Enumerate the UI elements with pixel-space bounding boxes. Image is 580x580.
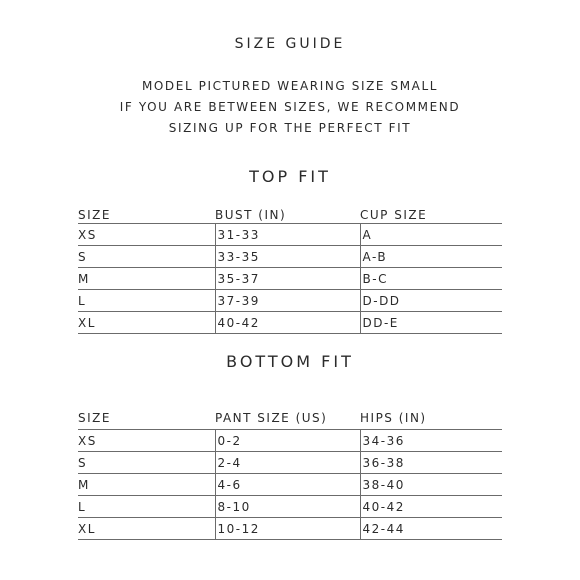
cup-size-cell: D-DD [360, 290, 502, 312]
table-row [78, 268, 502, 290]
hips-cell: 34-36 [360, 430, 502, 452]
hips-cell: 42-44 [360, 518, 502, 540]
hips-cell: 40-42 [360, 496, 502, 518]
table-row [78, 496, 502, 518]
table-row [78, 312, 502, 334]
pant-size-cell: 0-2 [215, 430, 360, 452]
bust-cell: 33-35 [215, 246, 360, 268]
cup-size-cell: DD-E [360, 312, 502, 334]
bust-cell: 31-33 [215, 224, 360, 246]
size-cell: XL [78, 312, 215, 334]
cup-size-cell: A [360, 224, 502, 246]
bust-cell: 37-39 [215, 290, 360, 312]
hips-cell: 38-40 [360, 474, 502, 496]
size-cell: XS [78, 430, 215, 452]
column-header-pant-size: PANT SIZE (US) [215, 388, 360, 430]
size-cell: M [78, 268, 215, 290]
top-fit-title: TOP FIT [249, 167, 331, 186]
column-header-cup-size: CUP SIZE [360, 204, 502, 224]
table-row [78, 246, 502, 268]
pant-size-cell: 2-4 [215, 452, 360, 474]
table-row [78, 224, 502, 246]
size-cell: XL [78, 518, 215, 540]
bottom-fit-title: BOTTOM FIT [226, 352, 354, 371]
column-header-size: SIZE [78, 204, 215, 224]
bust-cell: 35-37 [215, 268, 360, 290]
column-header-hips: HIPS (IN) [360, 388, 502, 430]
table-row [78, 518, 502, 540]
top-fit-table [78, 204, 502, 334]
table-header-row [78, 204, 502, 224]
hips-cell: 36-38 [360, 452, 502, 474]
column-header-bust: BUST (IN) [215, 204, 360, 224]
pant-size-cell: 4-6 [215, 474, 360, 496]
intro-line: SIZING UP FOR THE PERFECT FIT [168, 121, 412, 135]
table-row [78, 452, 502, 474]
size-cell: S [78, 246, 215, 268]
bottom-fit-table [78, 388, 502, 540]
table-row [78, 474, 502, 496]
intro-line: MODEL PICTURED WEARING SIZE SMALL [141, 79, 439, 93]
intro-text [0, 76, 580, 139]
cup-size-cell: B-C [360, 268, 502, 290]
size-cell: L [78, 290, 215, 312]
bust-cell: 40-42 [215, 312, 360, 334]
size-cell: S [78, 452, 215, 474]
size-cell: XS [78, 224, 215, 246]
size-cell: L [78, 496, 215, 518]
pant-size-cell: 10-12 [215, 518, 360, 540]
table-row [78, 430, 502, 452]
size-cell: M [78, 474, 215, 496]
pant-size-cell: 8-10 [215, 496, 360, 518]
page-title: SIZE GUIDE [234, 36, 346, 52]
table-row [78, 290, 502, 312]
intro-line: IF YOU ARE BETWEEN SIZES, WE RECOMMEND [119, 100, 461, 114]
cup-size-cell: A-B [360, 246, 502, 268]
column-header-size: SIZE [78, 388, 215, 430]
table-header-row [78, 388, 502, 430]
